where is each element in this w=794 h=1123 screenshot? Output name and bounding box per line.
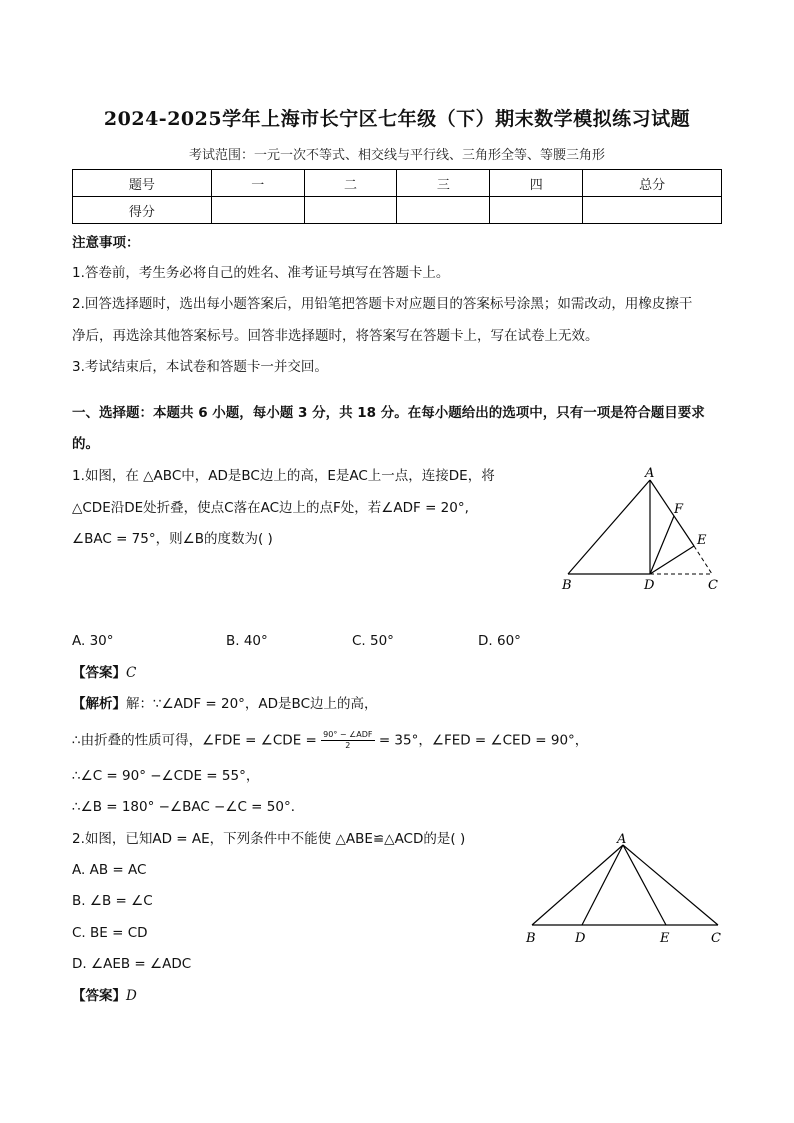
fraction xyxy=(321,730,374,751)
seg-DE xyxy=(650,546,694,574)
seg-AD xyxy=(582,845,623,925)
analysis-text: = 35°，∠FED = ∠CED = 90°， xyxy=(378,732,589,749)
seg-AC xyxy=(623,845,718,925)
q2-option-a[interactable]: A. AB = AC xyxy=(72,862,147,878)
q1-option-b[interactable]: B. 40° xyxy=(226,633,268,649)
fraction-denominator: 2 xyxy=(345,741,351,750)
answer-label: 【答案】 xyxy=(72,988,126,1004)
seg-EC-dashed xyxy=(694,546,712,574)
q1-stem-line3: ∠BAC = 75°，则∠B的度数为( ) xyxy=(72,531,273,547)
exam-scope: 考试范围：一元一次不等式、相交线与平行线、三角形全等、等腰三角形 xyxy=(188,148,605,163)
table-cell: 得分 xyxy=(73,197,212,224)
score-blank xyxy=(211,197,304,224)
section-heading: 一、选择题：本题共 6 小题，每小题 3 分，共 18 分。在每小题给出的选项中，只有一项是符合题目要求 xyxy=(72,405,705,421)
table-cell: 四 xyxy=(490,170,583,197)
page-title: 2024-2025学年上海市长宁区七年级（下）期末数学模拟练习试题 xyxy=(103,108,691,130)
seg-AE xyxy=(650,480,694,546)
table-cell: 二 xyxy=(304,170,397,197)
fraction-numerator: 90° − ∠ADF xyxy=(323,730,373,739)
label-A: A xyxy=(645,466,655,481)
answer-label: 【答案】 xyxy=(72,665,126,681)
label-C: C xyxy=(708,578,718,593)
label-F: F xyxy=(674,502,684,517)
q2-answer xyxy=(72,986,137,1006)
score-blank xyxy=(490,197,583,224)
table-cell: 题号 xyxy=(73,170,212,197)
q1-option-a[interactable]: A. 30° xyxy=(72,633,114,649)
seg-AB xyxy=(568,480,650,574)
q1-analysis-line3: ∴∠C = 90° −∠CDE = 55°， xyxy=(72,768,260,784)
note-item: 净后，再选涂其他答案标号。回答非选择题时，将答案写在答题卡上，写在试卷上无效。 xyxy=(72,328,599,344)
q1-option-c[interactable]: C. 50° xyxy=(352,633,394,649)
label-E: E xyxy=(697,533,707,548)
analysis-text: 解：∵∠ADF = 20°，AD是BC边上的高， xyxy=(126,696,378,712)
q2-option-d[interactable]: D. ∠AEB = ∠ADC xyxy=(72,956,192,972)
analysis-label: 【解析】 xyxy=(72,696,126,712)
seg-AB xyxy=(532,845,623,925)
q2-stem: 2.如图，已知AD = AE，下列条件中不能使 △ABE≌△ACD的是( ) xyxy=(72,831,466,847)
note-item: 3.考试结束后，本试卷和答题卡一并交回。 xyxy=(72,359,328,375)
seg-AE xyxy=(623,845,666,925)
answer-value: C xyxy=(126,665,137,681)
note-item: 1.答卷前，考生务必将自己的姓名、准考证号填写在答题卡上。 xyxy=(72,265,450,281)
q1-analysis-line4: ∴∠B = 180° −∠BAC −∠C = 50°． xyxy=(72,799,305,815)
label-E: E xyxy=(660,931,670,946)
q2-figure xyxy=(520,828,730,950)
table-cell: 总分 xyxy=(583,170,722,197)
label-A: A xyxy=(617,832,627,847)
score-blank xyxy=(397,197,490,224)
label-B: B xyxy=(526,931,536,946)
q1-analysis-line1 xyxy=(72,694,378,714)
label-D: D xyxy=(644,578,655,593)
seg-DF xyxy=(650,516,674,574)
q1-figure xyxy=(552,464,728,596)
q1-answer xyxy=(72,663,136,683)
analysis-text: ∴由折叠的性质可得，∠FDE = ∠CDE = xyxy=(72,732,317,749)
score-table xyxy=(72,169,722,224)
table-cell: 三 xyxy=(397,170,490,197)
table-row xyxy=(73,170,722,197)
label-C: C xyxy=(711,931,721,946)
notes-heading: 注意事项： xyxy=(72,235,140,251)
q1-stem-line2: △CDE沿DE处折叠，使点C落在AC边上的点F处，若∠ADF = 20°, xyxy=(72,500,469,516)
q1-analysis-line2 xyxy=(72,730,588,751)
q2-option-c[interactable]: C. BE = CD xyxy=(72,925,148,941)
label-D: D xyxy=(575,931,586,946)
note-item: 2.回答选择题时，选出每小题答案后，用铅笔把答题卡对应题目的答案标号涂黑；如需改动，用橡皮擦干 xyxy=(72,296,693,312)
label-B: B xyxy=(562,578,572,593)
table-cell: 一 xyxy=(211,170,304,197)
q2-option-b[interactable]: B. ∠B = ∠C xyxy=(72,893,153,909)
score-blank xyxy=(583,197,722,224)
score-blank xyxy=(304,197,397,224)
q1-stem-line1: 1.如图，在 △ABC中，AD是BC边上的高，E是AC上一点，连接DE，将 xyxy=(72,468,495,484)
section-heading-cont: 的。 xyxy=(72,436,99,452)
table-row xyxy=(73,197,722,224)
q1-option-d[interactable]: D. 60° xyxy=(478,633,521,649)
answer-value: D xyxy=(126,988,137,1004)
